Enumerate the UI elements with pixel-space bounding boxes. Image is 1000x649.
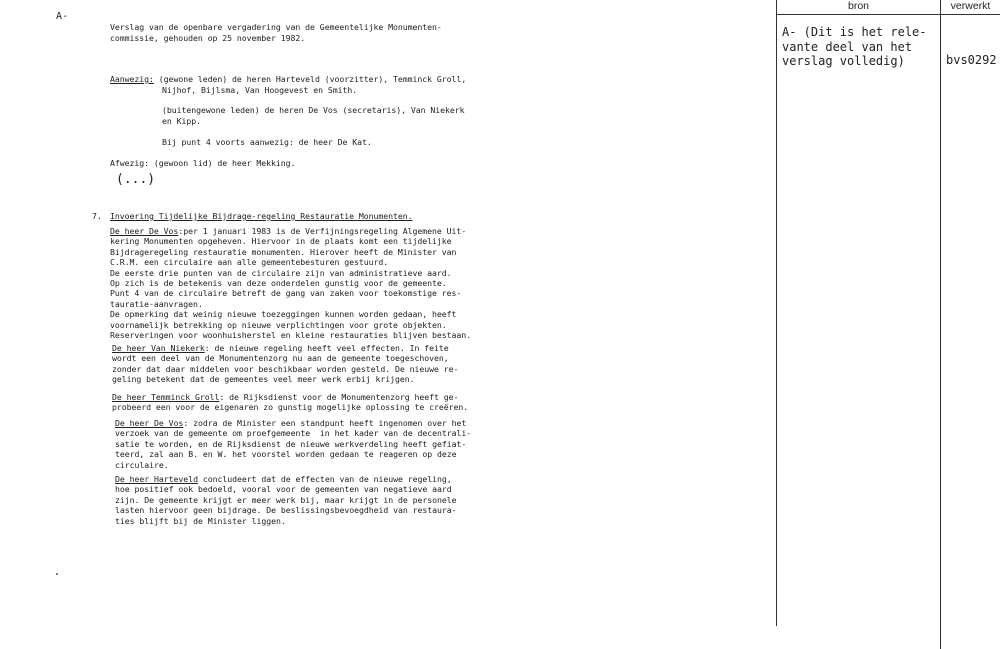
p5-line: ties blijft bij de Minister liggen. — [115, 515, 286, 526]
aanwezig-text: (gewone leden) de heren Harteveld (voorzitter), Temminck Groll, — [153, 74, 467, 84]
p5-speaker: De heer Harteveld — [115, 474, 198, 484]
page-marker: A- — [56, 11, 69, 22]
p5-line: zijn. De gemeente krijgt er meer werk bij, maar krijgt in de personele — [115, 494, 457, 505]
p2-line: zonder dat daar middelen voor beschikbaar worden gesteld. De nieuwe re- — [112, 363, 459, 374]
aanwezig-line-1 — [110, 74, 466, 84]
p2-line: geling betekent dat de gemeentes veel meer werk erbij krijgen. — [112, 374, 415, 385]
p5-line: hoe positief ook bedoeld, vooral voor de gemeenten van negatieve aard — [115, 484, 452, 495]
title-line-1: Verslag van de openbare vergadering van de Gemeentelijke Monumenten- — [110, 22, 442, 32]
p1-line: Reserveringen voor woonhuisherstel en kleine restauraties blijven bestaan. — [110, 330, 472, 340]
p1-speaker: De heer De Vos — [110, 226, 179, 236]
p1-line: voornamelijk betrekking op nieuwe verplichtingen voor grote objekten. — [110, 319, 447, 330]
item-number: 7. — [92, 211, 102, 221]
panel-divider-left — [776, 0, 777, 626]
p5-line: lasten hiervoor geen bijdrage. De beslissingsbevoegdheid van restaura- — [115, 505, 457, 516]
punt4-line: Bij punt 4 voorts aanwezig: de heer De Kat. — [162, 137, 372, 147]
p5-first-line — [115, 474, 452, 484]
bron-line-1: A- (Dit is het rele- — [782, 25, 927, 39]
column-header-bron: bron — [847, 0, 869, 12]
p2-first-text: : de nieuwe regeling heeft veel effecten. In feite — [204, 343, 449, 353]
p4-first-text: : zodra de Minister een standpunt heeft ingenomen over het — [183, 418, 467, 428]
p2-speaker: De heer Van Niekerk — [112, 343, 205, 353]
ellipsis: (...) — [116, 172, 156, 187]
p1-line: De opmerking dat weinig nieuwe toezeggingen kunnen worden gedaan, heeft — [110, 309, 457, 320]
p1-line: Op zich is de betekenis van deze onderdelen gunstig voor de gemeente. — [110, 278, 447, 288]
p3-speaker: De heer Temminck Groll — [112, 392, 220, 402]
column-header-verwerkt: verwerkt — [950, 0, 991, 12]
p1-line: Bijdrageregeling restauratie monumenten. Hierover heeft de Minister van — [110, 246, 457, 257]
p3-first-text: : de Rijksdienst voor de Monumentenzorg heeft ge- — [219, 392, 459, 402]
buitengewoon-line-1: (buitengewone leden) de heren De Vos (secretaris), Van Niekerk — [162, 105, 465, 115]
p1-line: C.R.M. een circulaire aan alle gemeentebesturen gestuurd. — [110, 257, 389, 268]
p2-line: wordt een deel van de Monumentenzorg nu aan de gemeente toegeschoven, — [112, 353, 449, 364]
panel-divider-right — [940, 0, 941, 649]
title-line-2: commissie, gehouden op 25 november 1982. — [110, 33, 306, 43]
verwerkt-code: bvs0292 — [946, 53, 997, 67]
afwezig-line: Afwezig: (gewoon lid) de heer Mekking. — [110, 158, 296, 168]
p1-first-text: :per 1 januari 1983 is de Verfijningsregeling Algemene Uit- — [178, 226, 467, 236]
p3-line: probeerd een voor de eigenaren zo gunstig mogelijke oplossing te creëren. — [112, 402, 469, 413]
aanwezig-label: Aanwezig: — [110, 74, 154, 84]
p5-first-text: concludeert dat de effecten van de nieuwe regeling, — [197, 474, 452, 484]
bron-line-3: verslag volledig) — [782, 54, 905, 69]
p3-first-line — [112, 392, 458, 402]
header-rule — [776, 14, 1000, 15]
p1-line: Punt 4 van de circulaire betreft de gang van zaken voor toekomstige res- — [110, 288, 462, 299]
p4-speaker: De heer De Vos — [115, 418, 184, 428]
buitengewoon-line-2: en Kipp. — [162, 116, 202, 126]
item-title: Invoering Tijdelijke Bijdrage-regeling Restauratie Monumenten. — [110, 211, 413, 221]
p1-line: De eerste drie punten van de circulaire zijn van administratieve aard. — [110, 267, 452, 278]
p1-line: tauratie-aanvragen. — [110, 298, 203, 309]
aanwezig-line-2: Nijhof, Bijlsma, Van Hoogevest en Smith. — [162, 85, 358, 95]
p2-first-line — [112, 343, 449, 353]
p4-line: verzoek van de gemeente om proefgemeente in het kader van de decentrali- — [115, 428, 472, 439]
bron-line-2: vante deel van het — [782, 39, 913, 54]
p1-first-line — [110, 226, 466, 236]
p4-line: circulaire. — [115, 459, 169, 470]
p4-first-line — [115, 418, 466, 428]
p4-line: satie te worden, en de Rijksdienst de nieuwe werkverdeling heeft gefiat- — [115, 438, 467, 449]
p1-line: kering Monumenten opgeheven. Hiervoor in de plaats komt een tijdelijke — [110, 236, 452, 247]
p4-line: teerd, zal aan B. en W. het voorstel worden gedaan te reageren op deze — [115, 449, 457, 460]
stray-mark — [56, 573, 58, 575]
